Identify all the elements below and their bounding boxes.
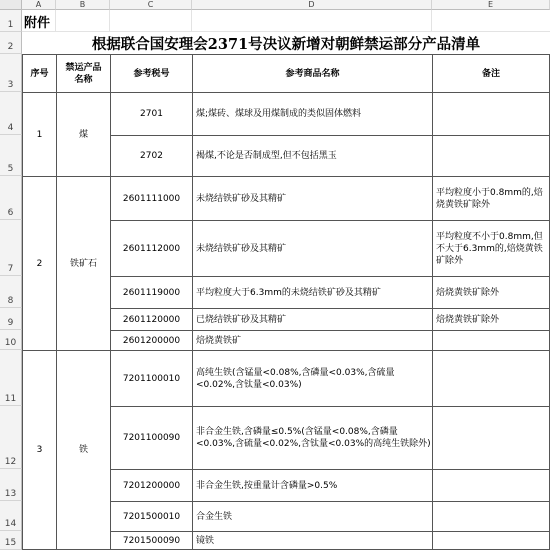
row-header-2[interactable]: 2 xyxy=(0,32,22,54)
column-header-e[interactable]: E xyxy=(432,0,550,10)
row-header-8[interactable]: 8 xyxy=(0,276,22,308)
name-cell[interactable]: 合金生铁 xyxy=(192,501,433,532)
select-all-corner[interactable] xyxy=(0,0,22,10)
gridline xyxy=(191,10,192,32)
row-header-15[interactable]: 15 xyxy=(0,531,22,550)
note-cell[interactable] xyxy=(432,350,550,407)
row-header-4[interactable]: 4 xyxy=(0,92,22,135)
header-cell-note[interactable]: 备注 xyxy=(432,54,550,93)
code-cell[interactable]: 7201100090 xyxy=(110,406,193,470)
code-cell[interactable]: 2702 xyxy=(110,135,193,177)
name-cell[interactable]: 高纯生铁(含锰量<0.08%,含磷量<0.03%,含硫量<0.02%,含钛量<0.03%) xyxy=(192,350,433,407)
note-cell[interactable] xyxy=(432,406,550,470)
note-cell[interactable]: 平均粒度小于0.8mm的,焙烧黄铁矿除外 xyxy=(432,176,550,221)
column-header-a[interactable]: A xyxy=(22,0,56,10)
group-product-cell[interactable]: 铁矿石 xyxy=(56,176,111,351)
header-cell-name[interactable]: 参考商品名称 xyxy=(192,54,433,93)
note-cell[interactable]: 焙烧黄铁矿除外 xyxy=(432,308,550,331)
appendix-label: 附件 xyxy=(24,16,51,31)
row-header-3[interactable]: 3 xyxy=(0,54,22,92)
row-header-13[interactable]: 13 xyxy=(0,469,22,501)
code-cell[interactable]: 2601119000 xyxy=(110,276,193,309)
column-header-b[interactable]: B xyxy=(56,0,110,10)
note-cell[interactable]: 焙烧黄铁矿除外 xyxy=(432,276,550,309)
name-cell[interactable]: 镜铁 xyxy=(192,531,433,550)
group-no-cell[interactable]: 2 xyxy=(22,176,57,351)
name-cell[interactable]: 未烧结铁矿砂及其精矿 xyxy=(192,220,433,277)
note-cell[interactable] xyxy=(432,501,550,532)
row-header-1[interactable]: 1 xyxy=(0,10,22,32)
row-header-9[interactable]: 9 xyxy=(0,308,22,330)
name-cell[interactable]: 已烧结铁矿砂及其精矿 xyxy=(192,308,433,331)
note-cell[interactable] xyxy=(432,330,550,351)
gridline xyxy=(431,10,432,32)
code-cell[interactable]: 2601112000 xyxy=(110,220,193,277)
note-cell[interactable] xyxy=(432,531,550,550)
group-no-cell[interactable]: 3 xyxy=(22,350,57,550)
row-header-12[interactable]: 12 xyxy=(0,406,22,469)
note-cell[interactable] xyxy=(432,469,550,502)
code-cell[interactable]: 7201100010 xyxy=(110,350,193,407)
code-cell[interactable]: 2601120000 xyxy=(110,308,193,331)
name-cell[interactable]: 平均粒度大于6.3mm的未烧结铁矿砂及其精矿 xyxy=(192,276,433,309)
name-cell[interactable]: 未烧结铁矿砂及其精矿 xyxy=(192,176,433,221)
code-cell[interactable]: 7201500010 xyxy=(110,501,193,532)
row-header-11[interactable]: 11 xyxy=(0,350,22,406)
name-cell[interactable]: 煤;煤砖、煤球及用煤制成的类似固体燃料 xyxy=(192,92,433,136)
header-cell-code[interactable]: 参考税号 xyxy=(110,54,193,93)
code-cell[interactable]: 2601200000 xyxy=(110,330,193,351)
row-header-10[interactable]: 10 xyxy=(0,330,22,350)
header-cell-product[interactable]: 禁运产品名称 xyxy=(56,54,111,93)
code-cell[interactable]: 2701 xyxy=(110,92,193,136)
code-cell[interactable]: 7201200000 xyxy=(110,469,193,502)
name-cell[interactable]: 非合金生铁,按重量计含磷量>0.5% xyxy=(192,469,433,502)
page-title: 根据联合国安理会2371号决议新增对朝鲜禁运部分产品清单 xyxy=(91,35,481,53)
group-no-cell[interactable]: 1 xyxy=(22,92,57,177)
column-header-d[interactable]: D xyxy=(192,0,432,10)
row-header-6[interactable]: 6 xyxy=(0,176,22,220)
code-cell[interactable]: 2601111000 xyxy=(110,176,193,221)
name-cell[interactable]: 非合金生铁,含磷量≤0.5%(含锰量<0.08%,含磷量<0.03%,含硫量<0.02%,含钛量<0.03%的高纯生铁除外) xyxy=(192,406,433,470)
name-cell[interactable]: 焙烧黄铁矿 xyxy=(192,330,433,351)
column-header-c[interactable]: C xyxy=(110,0,192,10)
code-cell[interactable]: 7201500090 xyxy=(110,531,193,550)
row-header-14[interactable]: 14 xyxy=(0,501,22,531)
row-header-5[interactable]: 5 xyxy=(0,135,22,176)
group-product-cell[interactable]: 铁 xyxy=(56,350,111,550)
note-cell[interactable]: 平均粒度不小于0.8mm,但不大于6.3mm的,焙烧黄铁矿除外 xyxy=(432,220,550,277)
header-cell-no[interactable]: 序号 xyxy=(22,54,57,93)
name-cell[interactable]: 褐煤,不论是否制成型,但不包括黑玉 xyxy=(192,135,433,177)
note-cell[interactable] xyxy=(432,135,550,177)
gridline xyxy=(109,10,110,32)
gridline xyxy=(55,10,56,32)
group-product-cell[interactable]: 煤 xyxy=(56,92,111,177)
row-header-7[interactable]: 7 xyxy=(0,220,22,276)
note-cell[interactable] xyxy=(432,92,550,136)
